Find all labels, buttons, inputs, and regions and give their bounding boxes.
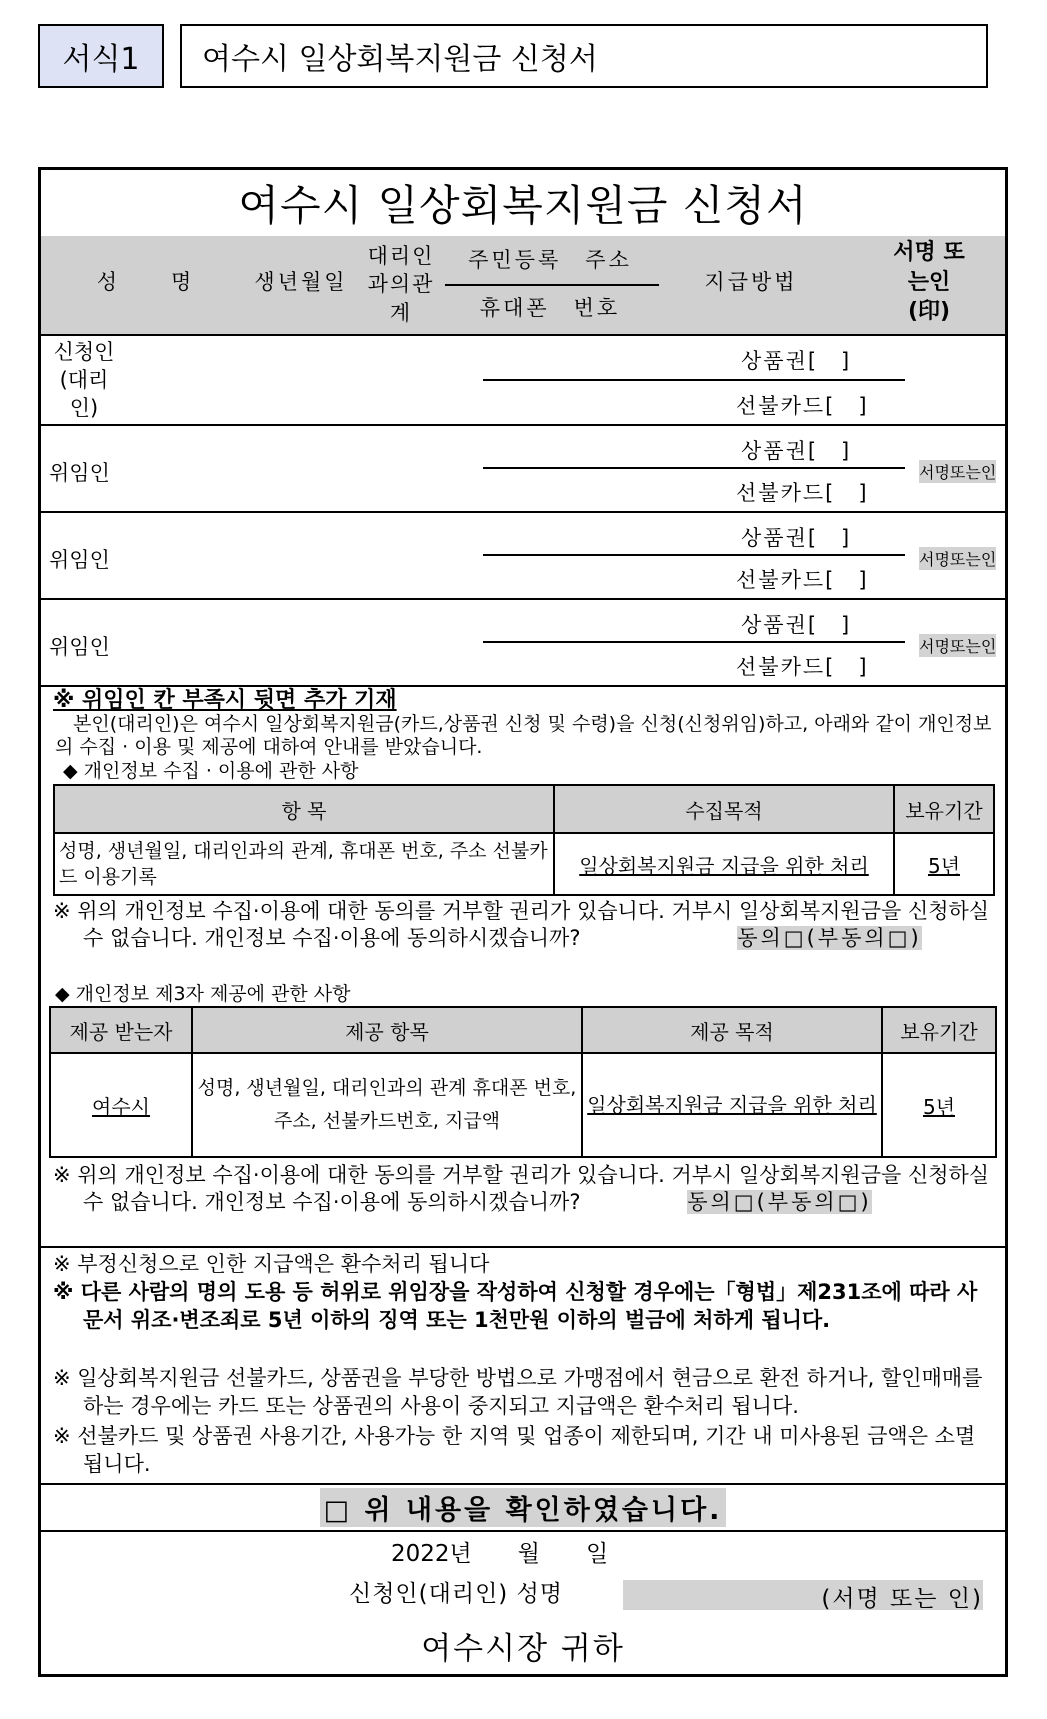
applicant-card-option[interactable]: 선불카드[ ] xyxy=(736,394,869,418)
header-name: 성 명 xyxy=(96,270,196,294)
warning-forgery: ※ 다른 사람의 명의 도용 등 허위로 위임장을 작성하여 신청할 경우에는「형법」제231조에 따라 사문서 위조·변조죄로 5년 이하의 징역 또는 1천만원 이하의 벌금에 처하게 됩니다. xyxy=(53,1280,978,1332)
signature-label: 신청인(대리인) 성명 xyxy=(349,1581,564,1607)
date-line: 2022년 월 일 xyxy=(391,1541,609,1567)
intro-text: 본인(대리인)은 여수시 일상회복지원금(카드,상품권 신청 및 수령)을 신청(신청위임)하고, 아래와 같이 개인정보의 수집 · 이용 및 제공에 대하여 안내를 받았습니다. xyxy=(55,713,992,758)
delegate-card-option[interactable]: 선불카드[ ] xyxy=(736,568,869,592)
form-title-box: 여수시 일상회복지원금 신청서 xyxy=(180,24,988,88)
col-item: 항 목 xyxy=(54,785,554,833)
signature-field[interactable]: (서명 또는 인) xyxy=(623,1580,983,1610)
header-address: 주민등록 주소 xyxy=(468,248,632,272)
form-heading: 여수시 일상회복지원금 신청서 xyxy=(238,181,808,230)
collection-period: 5년 xyxy=(894,833,994,895)
delegate-sign-field[interactable]: 서명또는인 xyxy=(919,460,996,483)
col-provided-items: 제공 항목 xyxy=(192,1007,582,1053)
delegate-sign-field[interactable]: 서명또는인 xyxy=(919,547,996,570)
col-period: 보유기간 xyxy=(894,785,994,833)
consent-third-party-checkbox[interactable]: 동의□(부동의□) xyxy=(687,1190,872,1214)
collection-purpose: 일상회복지원금 지급을 위한 처리 xyxy=(554,833,894,895)
delegate-label: 위임인 xyxy=(49,461,110,485)
consent-collection-checkbox[interactable]: 동의□(부동의□) xyxy=(737,926,922,950)
header-birth: 생년월일 xyxy=(254,270,348,294)
provide-period-value: 5년 xyxy=(882,1053,996,1157)
col-provide-period: 보유기간 xyxy=(882,1007,996,1053)
table-header xyxy=(41,236,1005,334)
section-collection-title: ◆ 개인정보 수집 · 이용에 관한 사항 xyxy=(63,760,359,782)
delegate-gift-option[interactable]: 상품권[ ] xyxy=(741,526,852,550)
delegate-gift-option[interactable]: 상품권[ ] xyxy=(741,613,852,637)
delegate-gift-option[interactable]: 상품권[ ] xyxy=(741,439,852,463)
addressee: 여수시장 귀하 xyxy=(421,1631,625,1667)
confirm-checkbox[interactable]: □ 위 내용을 확인하였습니다. xyxy=(320,1488,727,1527)
delegate-label: 위임인 xyxy=(49,635,110,659)
header-sign: 서명 또 는인 (印) xyxy=(893,240,965,325)
delegate-label: 위임인 xyxy=(49,548,110,572)
header-relation: 대리인 과의관 계 xyxy=(367,244,435,325)
add-delegate-note: ※ 위임인 칸 부족시 뒷면 추가 기재 xyxy=(53,688,397,713)
applicant-gift-option[interactable]: 상품권[ ] xyxy=(741,349,852,373)
header-payment: 지급방법 xyxy=(704,270,798,294)
recipient-value: 여수시 xyxy=(50,1053,192,1157)
consent-collection-text: ※ 위의 개인정보 수집·이용에 대한 동의를 거부할 권리가 있습니다. 거부시 일상회복지원금을 신청하실 수 없습니다. 개인정보 수집·이용에 동의하시겠습니까? 동의□(부동의□) xyxy=(53,899,990,950)
warning-refund: ※ 부정신청으로 인한 지급액은 환수처리 됩니다 xyxy=(53,1252,490,1276)
consent-third-party-text: ※ 위의 개인정보 수집·이용에 대한 동의를 거부할 권리가 있습니다. 거부시 일상회복지원금을 신청하실 수 없습니다. 개인정보 수집·이용에 동의하시겠습니까? 동의□(부동의□) xyxy=(53,1163,990,1214)
collection-table xyxy=(53,784,995,896)
delegate-card-option[interactable]: 선불카드[ ] xyxy=(736,481,869,505)
delegate-card-option[interactable]: 선불카드[ ] xyxy=(736,655,869,679)
col-recipient: 제공 받는자 xyxy=(50,1007,192,1053)
section-third-party-title: ◆ 개인정보 제3자 제공에 관한 사항 xyxy=(55,983,351,1005)
provided-items-value: 성명, 생년월일, 대리인과의 관계 휴대폰 번호, 주소, 선불카드번호, 지급액 xyxy=(192,1053,582,1157)
warning-misuse: ※ 일상회복지원금 선불카드, 상품권을 부당한 방법으로 가맹점에서 현금으로 환전 하거나, 할인매매를 하는 경우에는 카드 또는 상품권의 사용이 중지되고 지급액은 환수처리 됩니다. xyxy=(53,1366,983,1418)
third-party-table xyxy=(49,1006,997,1158)
col-provide-purpose: 제공 목적 xyxy=(582,1007,882,1053)
application-form xyxy=(38,167,1008,1677)
collection-items: 성명, 생년월일, 대리인과의 관계, 휴대폰 번호, 주소 선불카드 이용기록 xyxy=(54,833,554,895)
delegate-sign-field[interactable]: 서명또는인 xyxy=(919,634,996,657)
col-purpose: 수집목적 xyxy=(554,785,894,833)
confirm-row xyxy=(41,1486,1005,1528)
form-number-label: 서식1 xyxy=(38,24,164,88)
applicant-label: 신청인 (대리 인) xyxy=(53,340,115,420)
warning-expiry: ※ 선불카드 및 상품권 사용기간, 사용가능 한 지역 및 업종이 제한되며, 기간 내 미사용된 금액은 소멸됩니다. xyxy=(53,1424,976,1476)
provide-purpose-value: 일상회복지원금 지급을 위한 처리 xyxy=(582,1053,882,1157)
header-phone: 휴대폰 번호 xyxy=(479,296,621,320)
